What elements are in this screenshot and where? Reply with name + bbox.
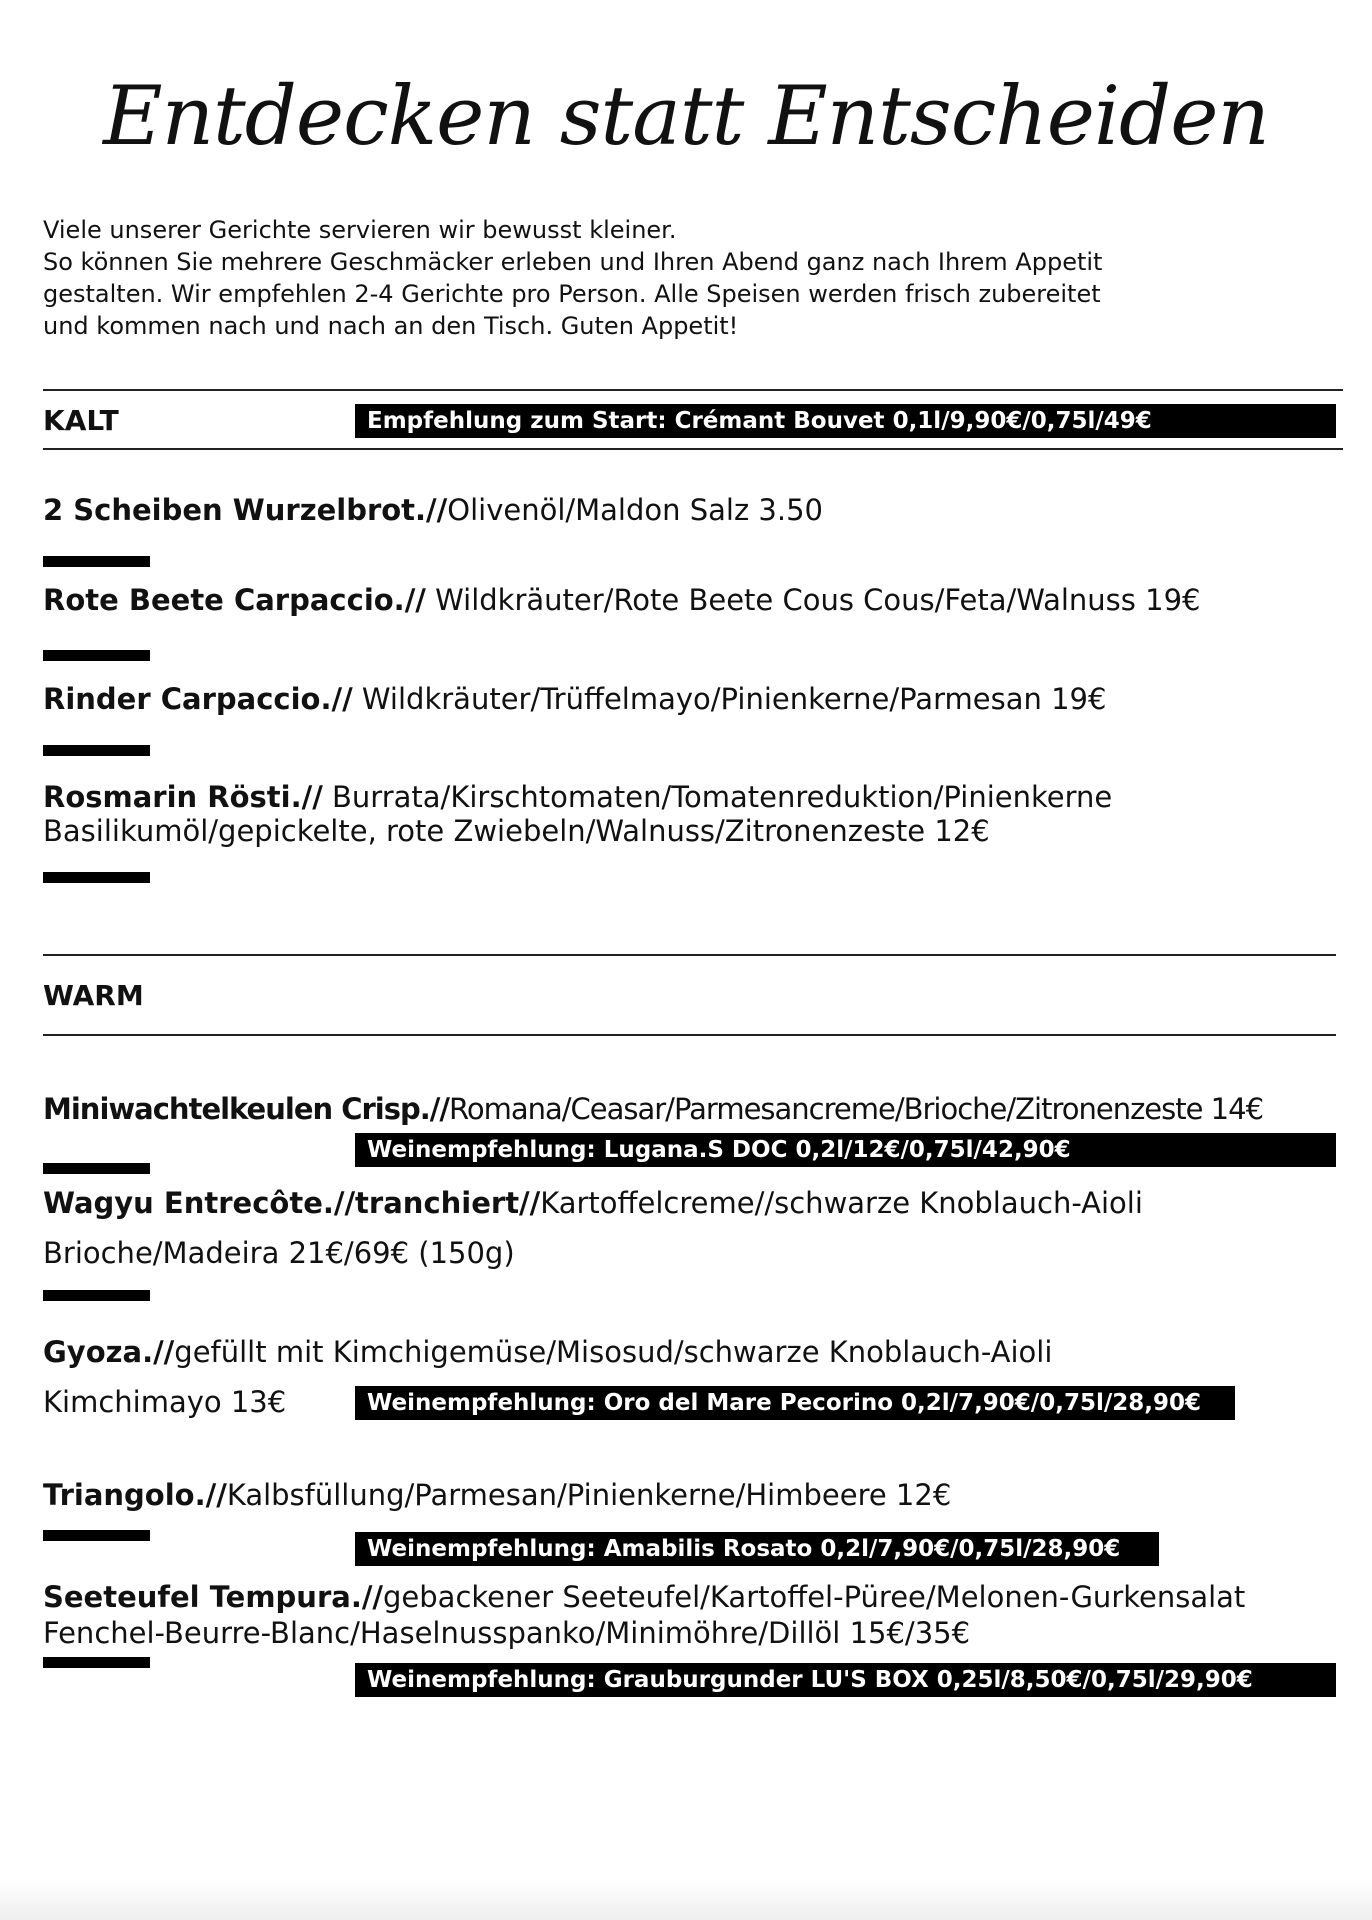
- dish-separator-bar: [43, 745, 150, 756]
- section-label-kalt: KALT: [43, 404, 119, 437]
- start-recommendation-badge: Empfehlung zum Start: Crémant Bouvet 0,1l/9,90€/0,75l/49€: [355, 404, 1336, 438]
- dish-description-continued: Kimchimayo 13€: [43, 1385, 287, 1419]
- wine-recommendation-badge: Weinempfehlung: Grauburgunder LU'S BOX 0,25l/8,50€/0,75l/29,90€: [355, 1663, 1336, 1697]
- dish-rote-beete-carpaccio: [43, 583, 1200, 617]
- dish-separator-bar: [43, 650, 150, 661]
- dish-description: Romana/Ceasar/Parmesancreme/Brioche/Zitronenzeste 14€: [448, 1092, 1264, 1126]
- dish-name: 2 Scheiben Wurzelbrot.//: [43, 493, 448, 527]
- dish-triangolo: [43, 1478, 951, 1512]
- wine-recommendation-badge: Weinempfehlung: Lugana.S DOC 0,2l/12€/0,75l/42,90€: [355, 1133, 1336, 1167]
- intro-line: und kommen nach und nach an den Tisch. Guten Appetit!: [43, 312, 739, 340]
- page-title: Entdecken statt Entscheiden: [103, 69, 1269, 164]
- section-divider: [43, 448, 1343, 450]
- page-bottom-shade: [0, 1880, 1372, 1920]
- wine-recommendation-badge: Weinempfehlung: Amabilis Rosato 0,2l/7,90€/0,75l/28,90€: [355, 1532, 1159, 1566]
- dish-name: Rinder Carpaccio.//: [43, 682, 353, 716]
- dish-description: Burrata/Kirschtomaten/Tomatenreduktion/Pinienkerne: [322, 780, 1113, 814]
- dish-description: Kartoffelcreme//schwarze Knoblauch-Aioli: [540, 1186, 1143, 1220]
- dish-separator-bar: [43, 1657, 150, 1668]
- dish-separator-bar: [43, 556, 150, 567]
- dish-name: Rosmarin Rösti.//: [43, 780, 323, 814]
- dish-separator-bar: [43, 1290, 150, 1301]
- dish-separator-bar: [43, 1530, 150, 1541]
- dish-name: Miniwachtelkeulen Crisp.//: [43, 1092, 449, 1126]
- dish-description: gebackener Seeteufel/Kartoffel-Püree/Melonen-Gurkensalat: [383, 1580, 1246, 1614]
- intro-line: gestalten. Wir empfehlen 2-4 Gerichte pro Person. Alle Speisen werden frisch zubereitet: [43, 280, 1101, 308]
- dish-rinder-carpaccio: [43, 682, 1106, 716]
- dish-description-continued: Basilikumöl/gepickelte, rote Zwiebeln/Walnuss/Zitronenzeste 12€: [43, 814, 990, 848]
- dish-description: Wildkräuter/Trüffelmayo/Pinienkerne/Parmesan 19€: [352, 682, 1107, 716]
- dish-name: Triangolo.//: [43, 1478, 227, 1512]
- wine-recommendation-badge: Weinempfehlung: Oro del Mare Pecorino 0,2l/7,90€/0,75l/28,90€: [355, 1386, 1235, 1420]
- intro-text: [43, 214, 1283, 342]
- section-divider: [43, 389, 1343, 391]
- dish-name: Seeteufel Tempura.//: [43, 1580, 384, 1614]
- intro-line: Viele unserer Gerichte servieren wir bewusst kleiner.: [43, 216, 677, 244]
- dish-miniwachtelkeulen: [43, 1092, 1263, 1126]
- dish-description: Olivenöl/Maldon Salz 3.50: [447, 493, 823, 527]
- section-divider: [43, 954, 1336, 956]
- dish-wagyu-entrecote: [43, 1186, 1143, 1220]
- dish-description-continued: Fenchel-Beurre-Blanc/Haselnusspanko/Minimöhre/Dillöl 15€/35€: [43, 1616, 971, 1650]
- dish-rosmarin-roesti: [43, 780, 1112, 814]
- section-label-warm: WARM: [43, 979, 144, 1012]
- dish-separator-bar: [43, 1163, 150, 1174]
- dish-separator-bar: [43, 872, 150, 883]
- dish-wurzelbrot: [43, 493, 823, 527]
- dish-name: Gyoza.//: [43, 1335, 175, 1369]
- dish-name: Rote Beete Carpaccio.//: [43, 583, 426, 617]
- dish-description: Wildkräuter/Rote Beete Cous Cous/Feta/Walnuss 19€: [425, 583, 1201, 617]
- intro-line: So können Sie mehrere Geschmäcker erleben und Ihren Abend ganz nach Ihrem Appetit: [43, 248, 1103, 276]
- dish-description-continued: Brioche/Madeira 21€/69€ (150g): [43, 1236, 515, 1270]
- dish-description: Kalbsfüllung/Parmesan/Pinienkerne/Himbeere 12€: [226, 1478, 952, 1512]
- section-divider: [43, 1034, 1336, 1036]
- dish-seeteufel-tempura: [43, 1580, 1245, 1614]
- dish-gyoza: [43, 1335, 1052, 1369]
- dish-name: Wagyu Entrecôte.//tranchiert//: [43, 1186, 541, 1220]
- dish-description: gefüllt mit Kimchigemüse/Misosud/schwarze Knoblauch-Aioli: [174, 1335, 1053, 1369]
